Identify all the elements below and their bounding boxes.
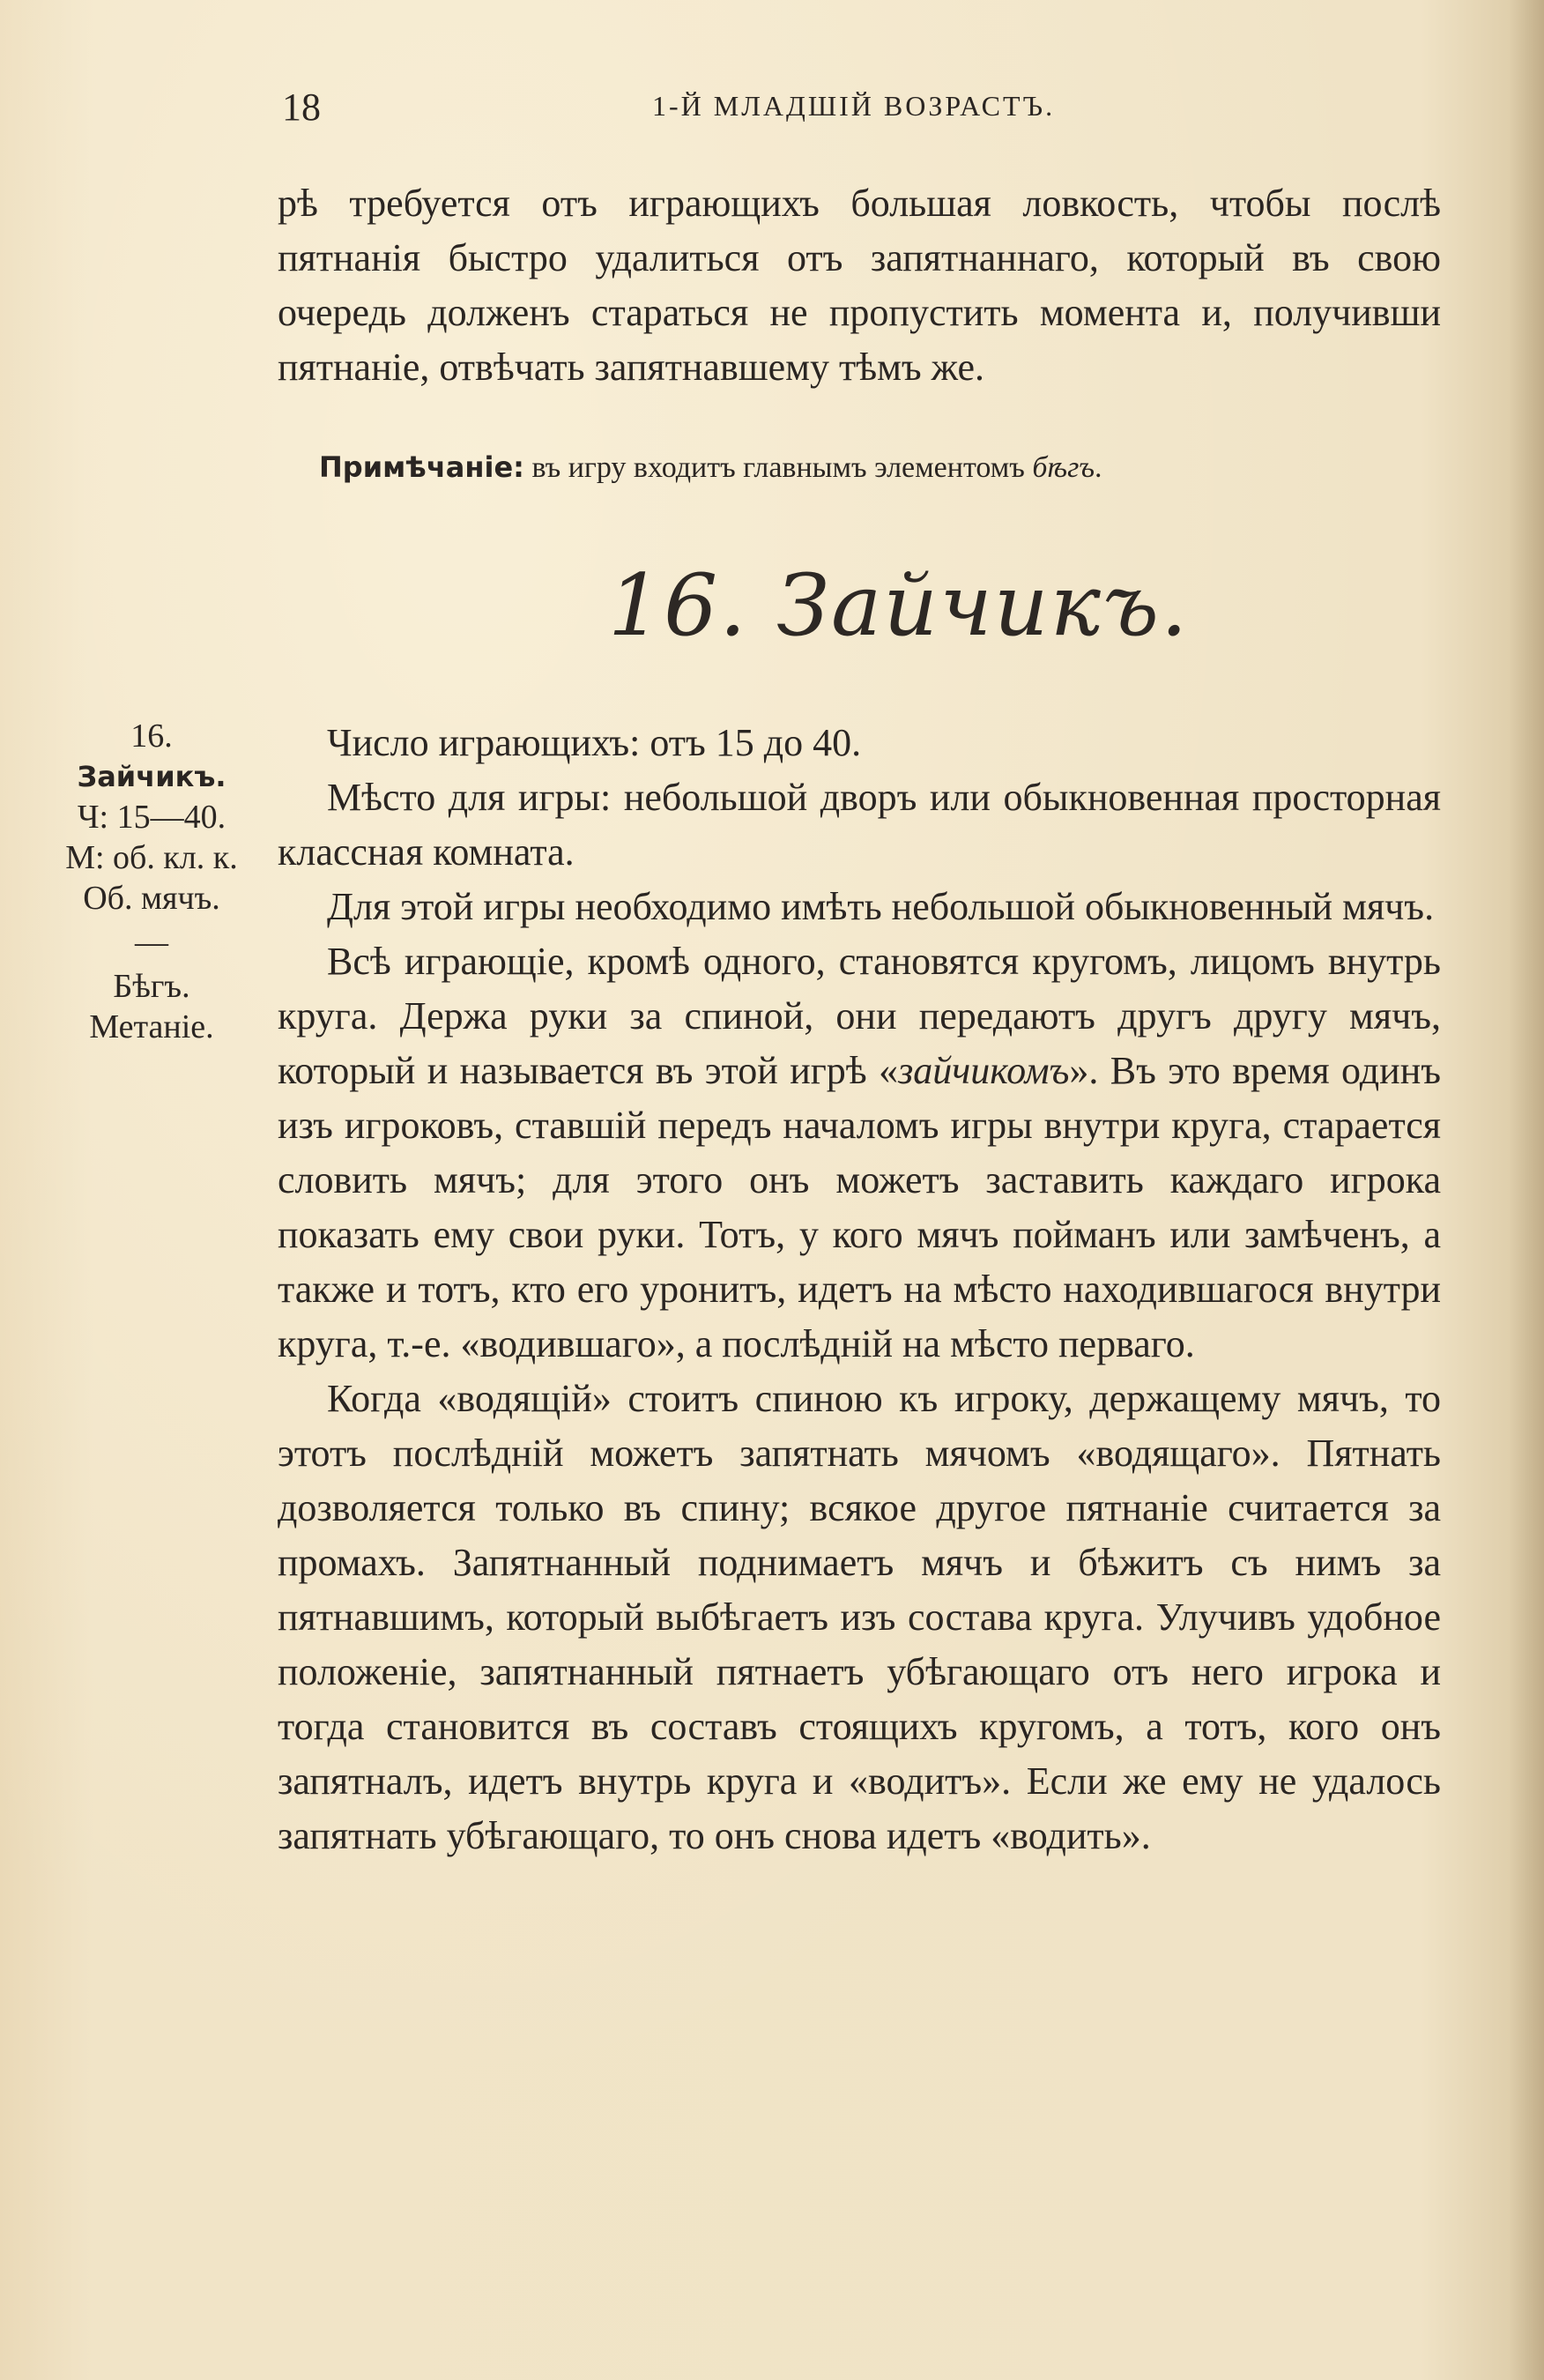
note-italic: бѣгъ xyxy=(1032,451,1095,484)
margin-number: 16. xyxy=(130,718,173,755)
top-paragraph-block xyxy=(278,176,1441,395)
note-end: . xyxy=(1095,451,1102,484)
rules-italic: зайчикомъ xyxy=(898,1049,1070,1092)
margin-element-run: Бѣгъ. xyxy=(113,968,190,1005)
paragraph-place: Мѣсто для игры: небольшой дворъ или обыкновенная просторная классная комната. xyxy=(278,776,1441,874)
paragraph-tagging: Когда «водящій» стоитъ спиною къ игроку, держащему мячъ, то этотъ послѣдній можетъ запятнать мячомъ «водящаго». Пятнать дозволяется только въ спину; всякое другое пятнаніе считается за промахъ. Запятнанный поднимаетъ мячъ и бѣжитъ съ нимъ за пятнавшимъ, который выбѣгаетъ изъ состава круга. Улучивъ удобное положеніе, запятнанный пятнаетъ убѣгающаго отъ него игрока и тогда становится въ составъ стоящихъ кругомъ, а тотъ, кого онъ запятналъ, идетъ внутрь круга и «водитъ». Если же ему не удалось запятнать убѣгающаго, то онъ снова идетъ «водить». xyxy=(278,1377,1441,1857)
game-description xyxy=(278,716,1441,1863)
margin-place: М: об. кл. к. xyxy=(65,839,238,876)
note xyxy=(319,448,1438,487)
paragraph-rules xyxy=(278,934,1441,1372)
note-text: въ игру входитъ главнымъ элементомъ xyxy=(531,451,1025,484)
running-head xyxy=(282,85,1428,138)
margin-game-name: Зайчикъ. xyxy=(77,760,226,793)
rules-text-b: ». Въ это время одинъ изъ игроковъ, ставшій передъ началомъ игры внутри круга, старается словить мячъ; для этого онъ можетъ заставить каждаго игрока показать ему свои руки. Тотъ, у кого мячъ пойманъ или замѣченъ, а также и тотъ, кто его уронитъ, идетъ на мѣсто находившагося внутри круга, т.-е. «водившаго», а послѣдній на мѣсто перваго. xyxy=(278,1049,1442,1365)
running-title: 1-Й МЛАДШІЙ ВОЗРАСТЪ. xyxy=(652,90,1056,122)
page-number: 18 xyxy=(282,86,321,129)
rules-text-a: Всѣ играющіе, кромѣ одного, становятся кругомъ, лицомъ внутрь круга. Держа руки за спиной, они передаютъ другъ другу мячъ, который и называется въ этой игрѣ « xyxy=(278,940,1441,1092)
margin-equipment: Об. мячъ. xyxy=(83,880,220,917)
paragraph-equipment: Для этой игры необходимо имѣть небольшой обыкновенный мячъ. xyxy=(327,885,1435,928)
margin-summary xyxy=(19,716,284,1047)
note-label: Примѣчаніе: xyxy=(319,450,524,484)
top-paragraph: рѣ требуется отъ играющихъ большая ловкость, чтобы послѣ пятнанія быстро удалиться отъ запятнаннаго, который въ свою очередь долженъ стараться не пропустить момента и, получивши пятнаніе, отвѣчать запятнавшему тѣмъ же. xyxy=(278,182,1441,389)
game-heading: 16. Зайчикъ. xyxy=(608,556,1190,655)
paragraph-players: Число играющихъ: отъ 15 до 40. xyxy=(327,721,862,764)
margin-players: Ч: 15—40. xyxy=(77,799,226,836)
margin-element-throw: Метаніе. xyxy=(89,1008,214,1045)
page-edge-shadow xyxy=(1509,0,1544,2380)
margin-dash: — xyxy=(135,924,168,961)
